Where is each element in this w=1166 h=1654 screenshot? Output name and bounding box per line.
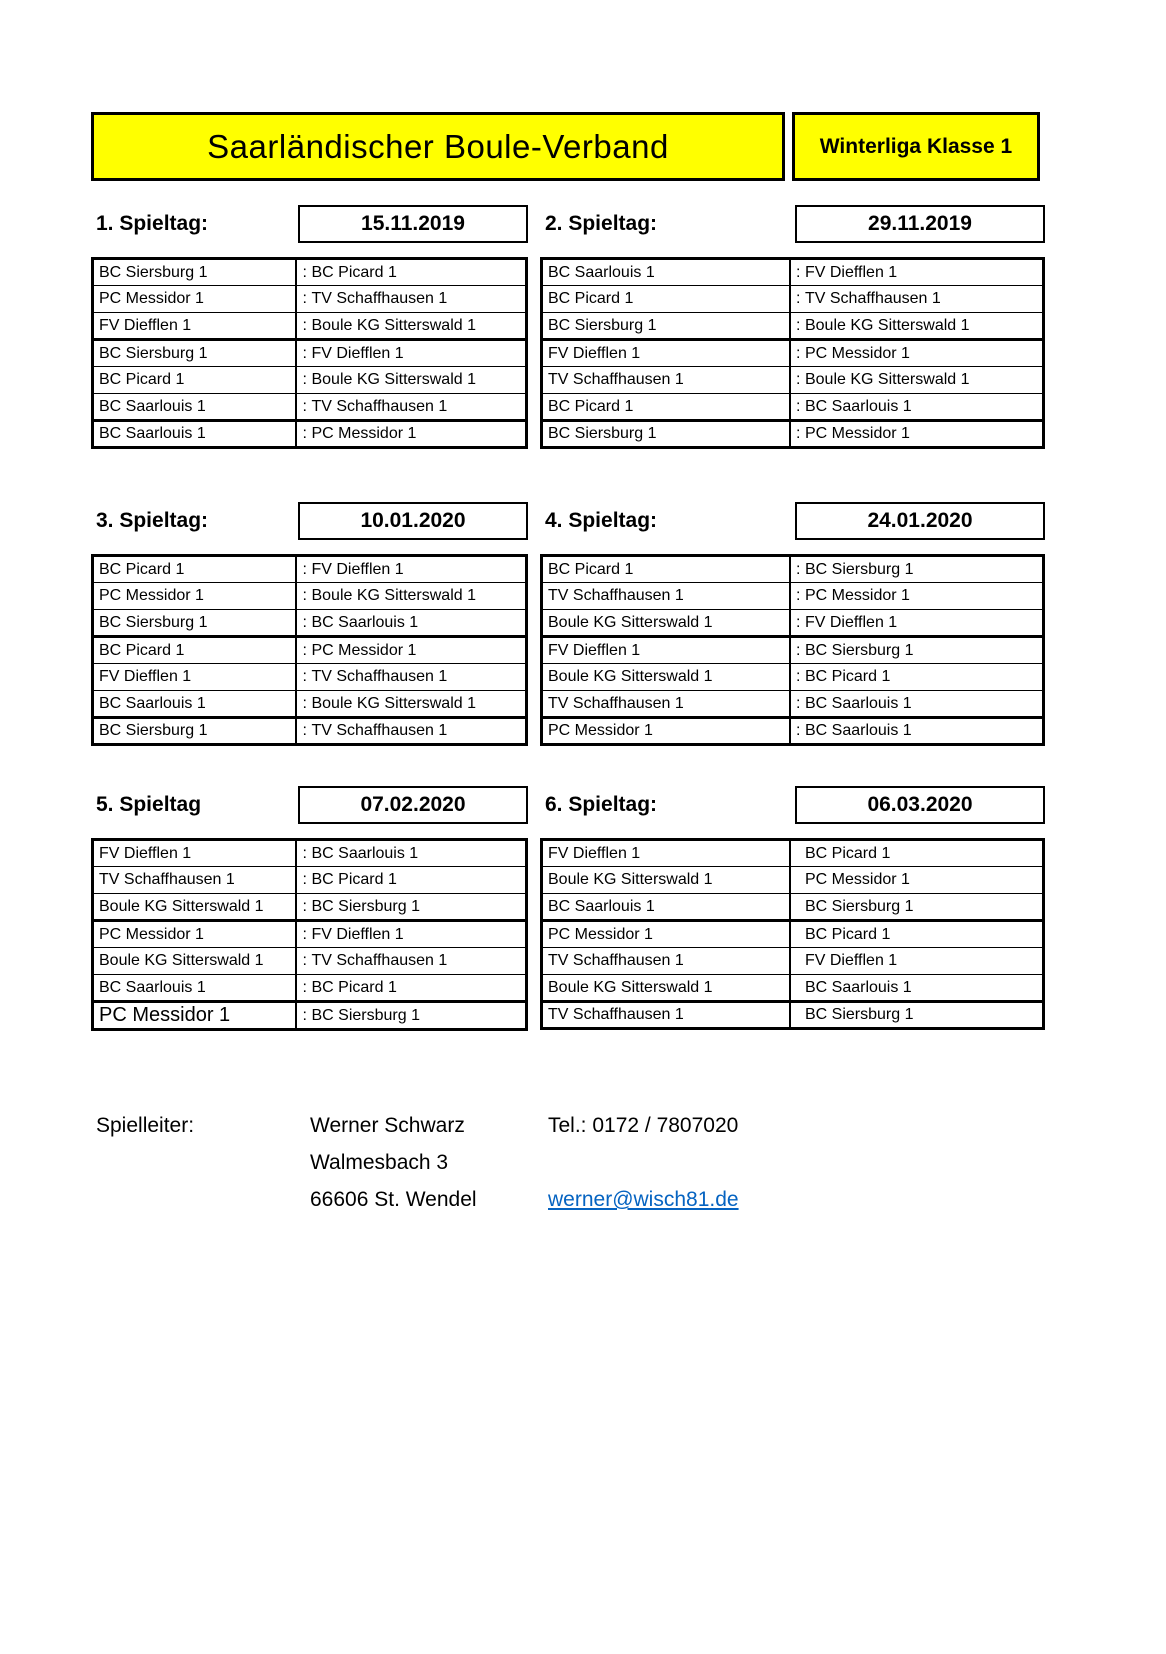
- matchday-6-date-box: 06.03.2020: [795, 786, 1045, 824]
- separator-colon: :: [302, 263, 307, 281]
- away-team-name: PC Messidor 1: [804, 871, 910, 888]
- away-team-cell: [296, 421, 526, 448]
- home-team-cell: BC Siersburg 1: [542, 421, 790, 448]
- away-team-name: TV Schaffhausen 1: [311, 952, 448, 969]
- home-team-cell: BC Picard 1: [542, 556, 790, 583]
- separator-colon: :: [795, 397, 801, 415]
- away-team-name: PC Messidor 1: [804, 425, 910, 442]
- away-team-cell: [790, 556, 1044, 583]
- separator-colon: :: [795, 344, 801, 362]
- away-team-cell: [790, 921, 1044, 948]
- match-row: [542, 286, 1044, 313]
- matchday-1-label: 1. Spieltag:: [96, 212, 209, 235]
- away-team-cell: [296, 286, 526, 313]
- match-row: [93, 948, 527, 975]
- away-team-name: BC Saarlouis 1: [804, 722, 912, 739]
- away-team-name: BC Picard 1: [311, 978, 397, 996]
- away-team-cell: [790, 637, 1044, 664]
- match-row: [93, 421, 527, 448]
- separator-colon: :: [302, 844, 307, 862]
- home-team-cell: BC Picard 1: [542, 394, 790, 421]
- home-team-cell: PC Messidor 1: [93, 921, 297, 948]
- away-team-cell: [790, 259, 1044, 286]
- home-team-cell: FV Diefflen 1: [542, 637, 790, 664]
- away-team-name: BC Picard 1: [804, 844, 891, 862]
- away-team-name: TV Schaffhausen 1: [804, 290, 941, 307]
- away-team-cell: [296, 867, 526, 894]
- matchday-1-pairings-table: [91, 257, 528, 449]
- matchday-5-label: 5. Spieltag: [96, 793, 202, 816]
- away-team-cell: [296, 313, 526, 340]
- matchday-grid: [91, 181, 1045, 1031]
- away-team-name: BC Siersburg 1: [311, 1006, 420, 1024]
- match-row: [93, 691, 527, 718]
- match-row: [542, 867, 1044, 894]
- separator-colon: :: [795, 290, 801, 307]
- home-team-cell: BC Siersburg 1: [93, 718, 297, 745]
- home-team-cell: FV Diefflen 1: [93, 313, 297, 340]
- matchday-5-pairings-table: [91, 838, 528, 1031]
- home-team-cell: TV Schaffhausen 1: [542, 948, 790, 975]
- away-team-name: BC Saarlouis 1: [804, 694, 912, 712]
- away-team-name: PC Messidor 1: [311, 641, 417, 659]
- away-team-cell: [296, 556, 526, 583]
- away-team-cell: [296, 894, 526, 921]
- away-team-name: TV Schaffhausen 1: [311, 668, 448, 685]
- league-badge: Winterliga Klasse 1: [792, 112, 1040, 181]
- separator-colon: :: [795, 560, 801, 578]
- away-team-name: Boule KG Sitterswald 1: [804, 316, 970, 334]
- match-row: [542, 664, 1044, 691]
- separator-colon: :: [302, 978, 307, 996]
- contact-name: Werner Schwarz: [310, 1114, 465, 1137]
- away-team-cell: [790, 664, 1044, 691]
- away-team-name: FV Diefflen 1: [804, 613, 898, 631]
- home-team-cell: Boule KG Sitterswald 1: [93, 948, 297, 975]
- home-team-cell: PC Messidor 1: [542, 718, 790, 745]
- separator-colon: :: [302, 1006, 307, 1024]
- away-team-name: BC Picard 1: [311, 263, 397, 281]
- home-team-cell: TV Schaffhausen 1: [542, 691, 790, 718]
- separator-colon: :: [302, 560, 307, 578]
- home-team-cell: BC Picard 1: [542, 286, 790, 313]
- away-team-cell: [296, 975, 526, 1002]
- matchday-3-section: [91, 449, 528, 746]
- separator-colon: :: [795, 425, 801, 442]
- match-row: [93, 921, 527, 948]
- away-team-name: TV Schaffhausen 1: [311, 290, 448, 307]
- home-team-cell: Boule KG Sitterswald 1: [542, 664, 790, 691]
- separator-colon: :: [302, 641, 307, 659]
- separator-colon: :: [302, 722, 307, 739]
- home-team-cell: PC Messidor 1: [542, 921, 790, 948]
- away-team-cell: [790, 894, 1044, 921]
- away-team-cell: [296, 718, 526, 745]
- matchday-6-section: [540, 746, 1045, 1031]
- home-team-cell: TV Schaffhausen 1: [542, 367, 790, 394]
- away-team-cell: [790, 583, 1044, 610]
- home-team-cell: BC Saarlouis 1: [93, 421, 297, 448]
- separator-colon: :: [302, 316, 307, 334]
- match-row: [93, 286, 527, 313]
- matchday-2-pairings-table: [540, 257, 1045, 449]
- away-team-cell: [296, 637, 526, 664]
- contact-email-link[interactable]: werner@wisch81.de: [548, 1188, 739, 1211]
- away-team-cell: [296, 367, 526, 394]
- matchday-1-section: [91, 181, 528, 449]
- matchday-5-head: [91, 786, 528, 824]
- home-team-cell: BC Siersburg 1: [542, 313, 790, 340]
- away-team-name: BC Siersburg 1: [804, 897, 914, 915]
- match-row: [542, 394, 1044, 421]
- match-row: [93, 340, 527, 367]
- home-team-cell: Boule KG Sitterswald 1: [93, 894, 297, 921]
- away-team-name: BC Siersburg 1: [804, 560, 914, 578]
- match-row: [542, 313, 1044, 340]
- match-row: [542, 948, 1044, 975]
- home-team-cell: PC Messidor 1: [93, 583, 297, 610]
- matchday-2-section: [540, 181, 1045, 449]
- away-team-name: BC Siersburg 1: [804, 1006, 914, 1023]
- separator-colon: :: [302, 952, 307, 969]
- separator-colon: :: [795, 316, 801, 334]
- away-team-cell: [296, 921, 526, 948]
- matchday-3-date-box: 10.01.2020: [298, 502, 528, 540]
- match-row: [542, 259, 1044, 286]
- contact-spacer: [96, 1144, 310, 1181]
- away-team-cell: [790, 367, 1044, 394]
- contact-spacer: [96, 1181, 310, 1218]
- separator-colon: :: [795, 587, 801, 604]
- away-team-cell: [296, 583, 526, 610]
- separator-colon: :: [795, 668, 801, 685]
- away-team-name: TV Schaffhausen 1: [311, 397, 448, 415]
- match-row: [93, 583, 527, 610]
- matchday-5-date-box: 07.02.2020: [298, 786, 528, 824]
- home-team-cell: BC Siersburg 1: [93, 610, 297, 637]
- away-team-cell: [790, 718, 1044, 745]
- away-team-cell: [790, 610, 1044, 637]
- away-team-name: FV Diefflen 1: [311, 344, 404, 362]
- separator-colon: :: [795, 722, 801, 739]
- away-team-name: BC Siersburg 1: [311, 897, 420, 915]
- separator-colon: :: [795, 371, 801, 388]
- away-team-cell: [790, 340, 1044, 367]
- away-team-cell: [790, 394, 1044, 421]
- match-row: [542, 556, 1044, 583]
- home-team-cell: BC Saarlouis 1: [93, 975, 297, 1002]
- home-team-cell: BC Picard 1: [93, 367, 297, 394]
- match-row: [542, 367, 1044, 394]
- away-team-cell: [790, 286, 1044, 313]
- away-team-name: PC Messidor 1: [804, 344, 910, 362]
- matchday-1-date-box: 15.11.2019: [298, 205, 528, 243]
- home-team-cell: FV Diefflen 1: [542, 340, 790, 367]
- home-team-cell: Boule KG Sitterswald 1: [542, 610, 790, 637]
- contact-city: 66606 St. Wendel: [310, 1188, 477, 1211]
- home-team-cell: FV Diefflen 1: [542, 840, 790, 867]
- away-team-name: Boule KG Sitterswald 1: [311, 694, 476, 712]
- away-team-name: BC Picard 1: [311, 871, 397, 888]
- match-row: [93, 867, 527, 894]
- match-row: [93, 1002, 527, 1030]
- away-team-cell: [296, 394, 526, 421]
- match-row: [93, 556, 527, 583]
- separator-colon: :: [302, 668, 307, 685]
- away-team-name: FV Diefflen 1: [311, 925, 404, 943]
- home-team-cell: BC Saarlouis 1: [542, 259, 790, 286]
- separator-colon: :: [302, 897, 307, 915]
- separator-colon: :: [795, 641, 801, 659]
- match-row: [542, 840, 1044, 867]
- match-row: [542, 421, 1044, 448]
- match-row: [542, 637, 1044, 664]
- match-row: [542, 921, 1044, 948]
- home-team-cell: PC Messidor 1: [93, 286, 297, 313]
- matchday-2-date-box: 29.11.2019: [795, 205, 1045, 243]
- match-row: [93, 840, 527, 867]
- matchday-4-head: [540, 502, 1045, 540]
- away-team-name: PC Messidor 1: [804, 587, 910, 604]
- match-row: [93, 718, 527, 745]
- contact-street: Walmesbach 3: [310, 1151, 449, 1174]
- away-team-cell: [296, 840, 526, 867]
- away-team-name: TV Schaffhausen 1: [311, 722, 448, 739]
- contact-label: Spielleiter:: [96, 1114, 195, 1137]
- matchday-2-label: 2. Spieltag:: [545, 212, 658, 235]
- away-team-cell: [296, 948, 526, 975]
- match-row: [93, 394, 527, 421]
- away-team-cell: [296, 340, 526, 367]
- match-row: [93, 894, 527, 921]
- away-team-cell: [790, 1002, 1044, 1029]
- separator-colon: :: [795, 263, 801, 281]
- match-row: [93, 610, 527, 637]
- matchday-2-head: [540, 205, 1045, 243]
- away-team-name: Boule KG Sitterswald 1: [311, 587, 476, 604]
- home-team-cell: Boule KG Sitterswald 1: [542, 867, 790, 894]
- away-team-name: BC Picard 1: [804, 925, 891, 943]
- match-row: [542, 718, 1044, 745]
- match-row: [93, 313, 527, 340]
- separator-colon: :: [795, 613, 801, 631]
- away-team-name: Boule KG Sitterswald 1: [311, 371, 476, 388]
- away-team-name: BC Saarlouis 1: [311, 613, 419, 631]
- banner-row: [91, 112, 1040, 181]
- contact-block: [91, 1107, 1045, 1218]
- away-team-name: PC Messidor 1: [311, 425, 417, 442]
- away-team-cell: [790, 948, 1044, 975]
- match-row: [93, 637, 527, 664]
- home-team-cell: Boule KG Sitterswald 1: [542, 975, 790, 1002]
- away-team-name: BC Saarlouis 1: [311, 844, 419, 862]
- away-team-cell: [296, 664, 526, 691]
- home-team-cell: BC Siersburg 1: [93, 259, 297, 286]
- home-team-cell: BC Saarlouis 1: [542, 894, 790, 921]
- separator-colon: :: [302, 397, 307, 415]
- away-team-cell: [296, 691, 526, 718]
- matchday-3-label: 3. Spieltag:: [96, 509, 209, 532]
- matchday-4-section: [540, 449, 1045, 746]
- match-row: [542, 975, 1044, 1002]
- away-team-name: BC Saarlouis 1: [804, 397, 912, 415]
- match-row: [542, 691, 1044, 718]
- away-team-name: BC Saarlouis 1: [804, 978, 912, 996]
- home-team-cell: BC Saarlouis 1: [93, 394, 297, 421]
- home-team-cell: BC Picard 1: [93, 556, 297, 583]
- away-team-cell: [790, 421, 1044, 448]
- matchday-5-section: [91, 746, 528, 1031]
- match-row: [93, 664, 527, 691]
- match-row: [542, 610, 1044, 637]
- away-team-cell: [790, 691, 1044, 718]
- away-team-cell: [296, 259, 526, 286]
- away-team-name: BC Siersburg 1: [804, 641, 914, 659]
- match-row: [93, 259, 527, 286]
- matchday-4-label: 4. Spieltag:: [545, 509, 658, 532]
- away-team-name: BC Picard 1: [804, 668, 891, 685]
- away-team-name: FV Diefflen 1: [311, 560, 404, 578]
- matchday-6-head: [540, 786, 1045, 824]
- home-team-cell: PC Messidor 1: [93, 1002, 297, 1030]
- home-team-cell: TV Schaffhausen 1: [542, 1002, 790, 1029]
- page-title: Saarländischer Boule-Verband: [91, 112, 785, 181]
- home-team-cell: TV Schaffhausen 1: [93, 867, 297, 894]
- matchday-3-head: [91, 502, 528, 540]
- separator-colon: :: [302, 371, 307, 388]
- separator-colon: :: [302, 344, 307, 362]
- matchday-6-label: 6. Spieltag:: [545, 793, 658, 816]
- matchday-6-pairings-table: [540, 838, 1045, 1030]
- away-team-name: FV Diefflen 1: [804, 952, 898, 969]
- away-team-cell: [296, 1002, 526, 1030]
- matchday-4-date-box: 24.01.2020: [795, 502, 1045, 540]
- away-team-name: FV Diefflen 1: [804, 263, 898, 281]
- match-row: [93, 367, 527, 394]
- contact-spacer: [548, 1144, 1045, 1181]
- away-team-cell: [790, 313, 1044, 340]
- separator-colon: :: [302, 587, 307, 604]
- away-team-cell: [296, 610, 526, 637]
- separator-colon: :: [302, 694, 307, 712]
- separator-colon: :: [302, 925, 307, 943]
- contact-phone: Tel.: 0172 / 7807020: [548, 1114, 739, 1137]
- home-team-cell: TV Schaffhausen 1: [542, 583, 790, 610]
- separator-colon: :: [302, 871, 307, 888]
- match-row: [542, 340, 1044, 367]
- match-row: [542, 583, 1044, 610]
- home-team-cell: BC Picard 1: [93, 637, 297, 664]
- away-team-cell: [790, 840, 1044, 867]
- match-row: [542, 1002, 1044, 1029]
- separator-colon: :: [302, 425, 307, 442]
- away-team-cell: [790, 867, 1044, 894]
- away-team-cell: [790, 975, 1044, 1002]
- matchday-3-pairings-table: [91, 554, 528, 746]
- match-row: [93, 975, 527, 1002]
- away-team-name: Boule KG Sitterswald 1: [804, 371, 970, 388]
- home-team-cell: FV Diefflen 1: [93, 664, 297, 691]
- home-team-cell: BC Siersburg 1: [93, 340, 297, 367]
- separator-colon: :: [302, 613, 307, 631]
- away-team-name: Boule KG Sitterswald 1: [311, 316, 476, 334]
- separator-colon: :: [302, 290, 307, 307]
- matchday-4-pairings-table: [540, 554, 1045, 746]
- separator-colon: :: [795, 694, 801, 712]
- match-row: [542, 894, 1044, 921]
- matchday-1-head: [91, 205, 528, 243]
- home-team-cell: FV Diefflen 1: [93, 840, 297, 867]
- home-team-cell: BC Saarlouis 1: [93, 691, 297, 718]
